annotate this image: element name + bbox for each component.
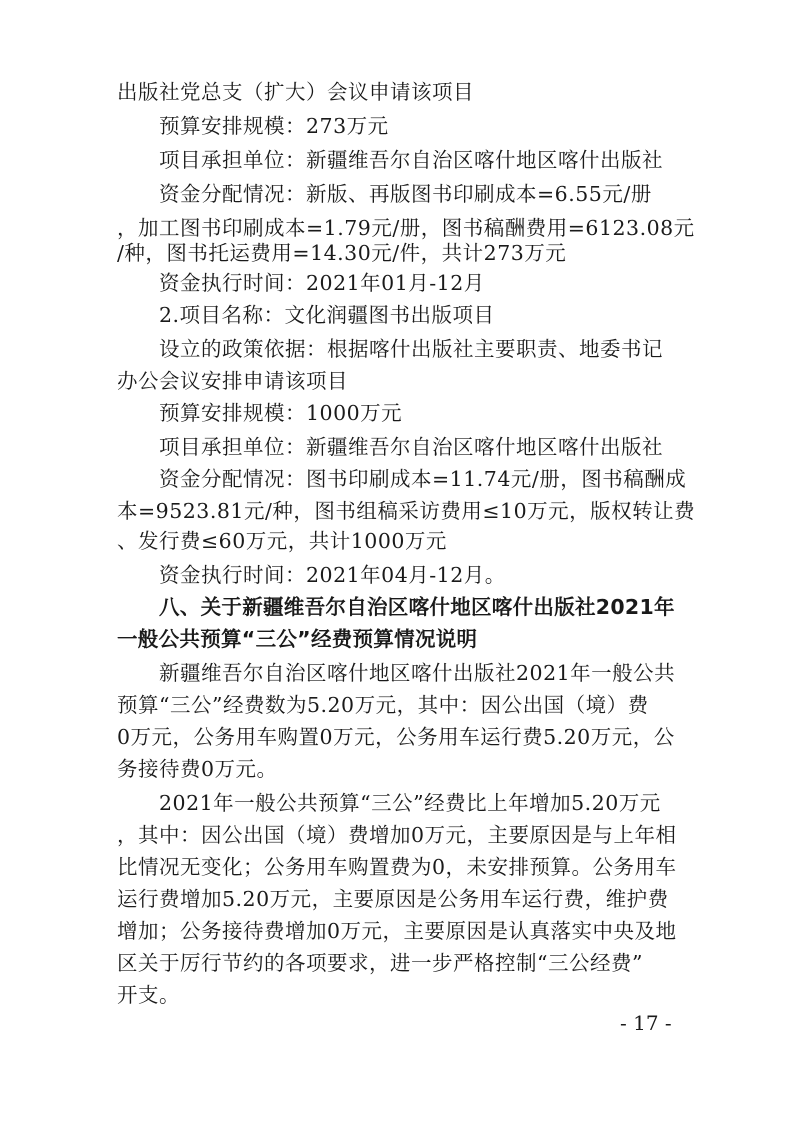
text-line: 资金执行时间：2021年04月-12月。 [159, 563, 506, 587]
text-line: 资金分配情况：新版、再版图书印刷成本=6.55元/册 [159, 182, 652, 206]
text-line: 2021年一般公共预算“三公”经费比上年增加5.20万元 [159, 791, 661, 815]
text-line: 区关于厉行节约的各项要求，进一步严格控制“三公经费” [117, 951, 643, 975]
text-line: 比情况无变化；公务用车购置费为0，未安排预算。公务用车 [117, 855, 677, 879]
text-line: 0万元，公务用车购置0万元，公务用车运行费5.20万元，公 [117, 725, 675, 749]
text-line: ，加工图书印刷成本=1.79元/册，图书稿酬费用=6123.08元 [117, 216, 695, 240]
text-line: ，其中：因公出国（境）费增加0万元，主要原因是与上年相 [117, 823, 677, 847]
text-line: 2.项目名称：文化润疆图书出版项目 [159, 303, 495, 327]
text-line: 本=9523.81元/种，图书组稿采访费用≤10万元，版权转让费 [117, 499, 696, 523]
page-number: - 17 - [620, 1011, 672, 1035]
text-line: 、发行费≤60万元，共计1000万元 [117, 529, 447, 553]
text-line: 项目承担单位：新疆维吾尔自治区喀什地区喀什出版社 [159, 148, 663, 172]
text-line: 办公会议安排申请该项目 [117, 369, 348, 393]
text-line: 资金执行时间：2021年01月-12月 [159, 271, 485, 295]
text-line: 预算“三公”经费数为5.20万元，其中：因公出国（境）费 [117, 693, 649, 717]
text-line: 预算安排规模：1000万元 [159, 401, 403, 425]
section-heading: 一般公共预算“三公”经费预算情况说明 [117, 627, 478, 651]
text-line: 出版社党总支（扩大）会议申请该项目 [117, 80, 474, 104]
text-line: 开支。 [117, 983, 180, 1007]
text-line: 项目承担单位：新疆维吾尔自治区喀什地区喀什出版社 [159, 435, 663, 459]
section-heading: 八、关于新疆维吾尔自治区喀什地区喀什出版社2021年 [159, 595, 675, 619]
text-line: 务接待费0万元。 [117, 757, 278, 781]
text-line: 资金分配情况：图书印刷成本=11.74元/册，图书稿酬成 [159, 467, 687, 491]
text-line: /种，图书托运费用=14.30元/件，共计273万元 [117, 241, 567, 265]
text-line: 预算安排规模：273万元 [159, 114, 389, 138]
text-line: 增加；公务接待费增加0万元，主要原因是认真落实中央及地 [117, 919, 677, 943]
text-line: 运行费增加5.20万元，主要原因是公务用车运行费，维护费 [117, 887, 669, 911]
text-line: 新疆维吾尔自治区喀什地区喀什出版社2021年一般公共 [159, 661, 676, 685]
text-line: 设立的政策依据：根据喀什出版社主要职责、地委书记 [159, 337, 663, 361]
